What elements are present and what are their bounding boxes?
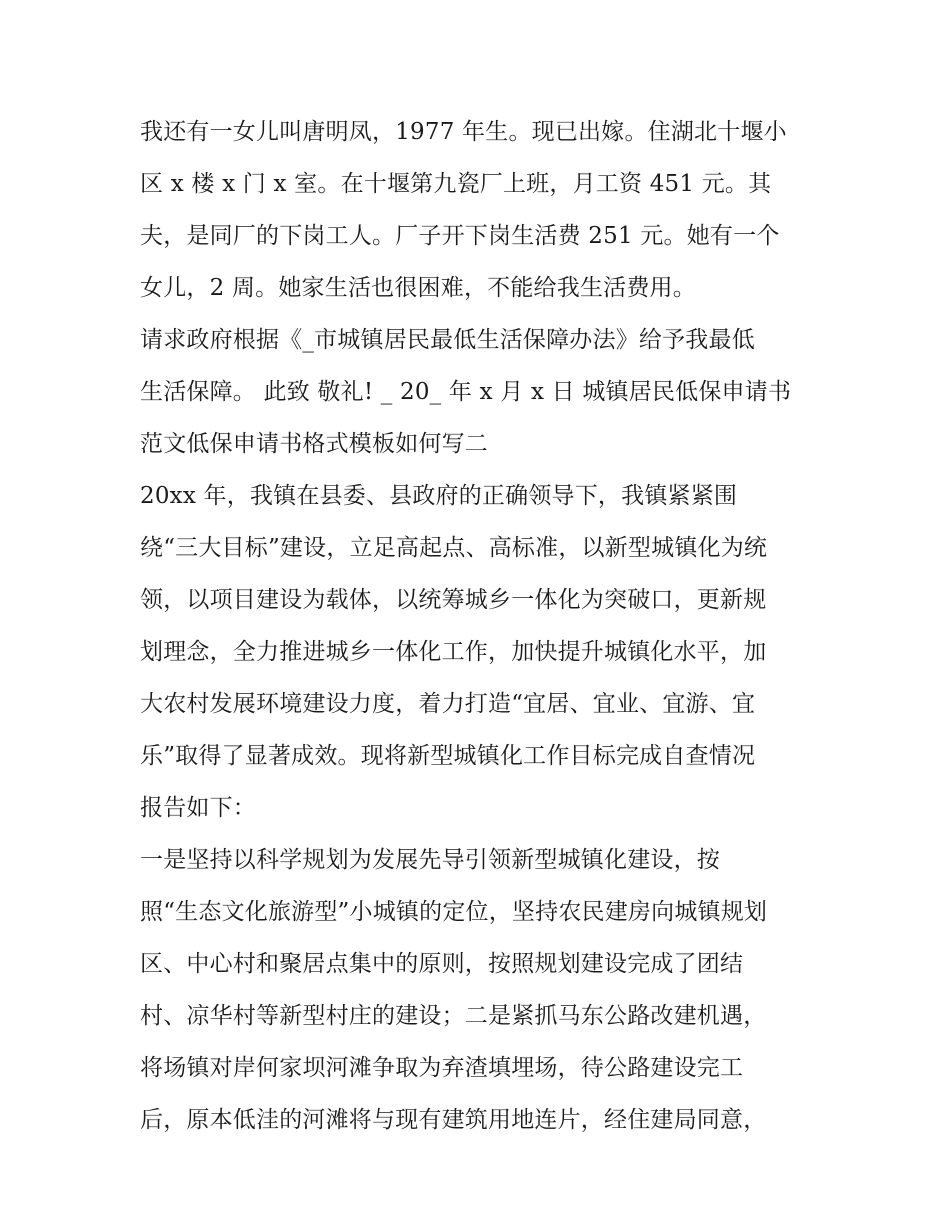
text-line: 划理念，全力推进城乡一体化工作，加快提升城镇化水平，加 — [140, 639, 767, 665]
text-line: 女儿，2 周。她家生活也很困难，不能给我生活费用。 — [140, 275, 696, 301]
text-line: 后，原本低洼的河滩将与现有建筑用地连片，经住建局同意， — [140, 1107, 767, 1133]
text-line: 将场镇对岸何家坝河滩争取为弃渣填埋场，待公路建设完工 — [140, 1055, 744, 1081]
text-line: 20xx 年，我镇在县委、县政府的正确领导下，我镇紧紧围 — [140, 483, 738, 509]
text-line: 我还有一女儿叫唐明凤，1977 年生。现已出嫁。住湖北十堰小 — [140, 119, 787, 145]
text-line: 夫，是同厂的下岗工人。厂子开下岗生活费 251 元。她有一个 — [140, 223, 780, 249]
text-line: 报告如下： — [140, 795, 256, 821]
text-line: 村、凉华村等新型村庄的建设；二是紧抓马东公路改建机遇， — [140, 1003, 767, 1029]
text-line: 请求政府根据《_市城镇居民最低生活保障办法》给予我最低 — [140, 327, 755, 353]
document-body — [140, 106, 820, 1146]
text-line: 绕“三大目标”建设，立足高起点、高标准，以新型城镇化为统 — [140, 535, 768, 561]
text-line: 大农村发展环境建设力度，着力打造“宜居、宜业、宜游、宜 — [140, 691, 756, 717]
text-line: 区 x 楼 x 门 x 室。在十堰第九瓷厂上班，月工资 451 元。其 — [140, 171, 772, 197]
text-line: 照“生态文化旅游型”小城镇的定位，坚持农民建房向城镇规划 — [140, 899, 768, 925]
text-line: 一是坚持以科学规划为发展先导引领新型城镇化建设，按 — [140, 847, 720, 873]
text-line: 生活保障。 此致 敬礼! _ 20_ 年 x 月 x 日 城镇居民低保申请书 — [140, 379, 792, 405]
text-line: 区、中心村和聚居点集中的原则，按照规划建设完成了团结 — [140, 951, 744, 977]
text-line: 领，以项目建设为载体，以统筹城乡一体化为突破口，更新规 — [140, 587, 767, 613]
text-line: 范文低保申请书格式模板如何写二 — [140, 431, 488, 457]
text-line: 乐”取得了显著成效。现将新型城镇化工作目标完成自查情况 — [140, 743, 756, 769]
